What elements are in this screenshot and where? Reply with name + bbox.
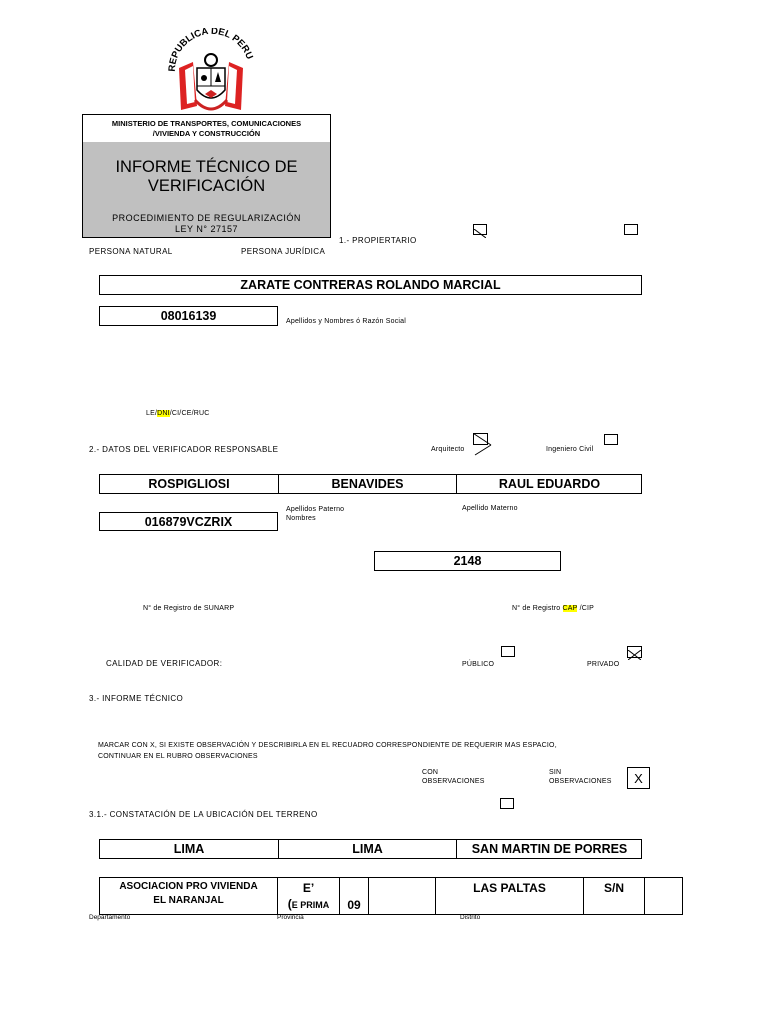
title-line-1: INFORME TÉCNICO DE	[115, 158, 298, 176]
owner-document-field[interactable]: 08016139	[99, 306, 278, 326]
paternal-names-caption	[286, 505, 344, 523]
persona-juridica-checkbox[interactable]	[624, 224, 638, 235]
check-mark-icon	[473, 433, 493, 457]
x-mark-icon	[628, 650, 641, 660]
street-field[interactable]: LAS PALTAS	[436, 878, 584, 915]
private-label: PRIVADO	[587, 661, 620, 668]
cap-caption-highlight: CAP	[562, 605, 578, 612]
header-box	[82, 114, 331, 238]
private-checkbox[interactable]	[627, 646, 642, 658]
urbanization-line-2: EL NARANJAL	[153, 895, 224, 906]
report-section-label: 3.- INFORME TÉCNICO	[89, 694, 184, 703]
maternal-caption: Apellido Materno	[462, 505, 518, 512]
number-field[interactable]: S/N	[584, 878, 645, 915]
public-label: PÚBLICO	[462, 661, 495, 668]
urbanization-line-1: ASOCIACION PRO VIVIENDA	[119, 881, 258, 892]
instruction-line-1: MARCAR CON X, SI EXISTE OBSERVACIÓN Y DESCRIBIRLA EN EL RECUADRO CORRESPONDIENTE DE REQUERIR MAS ESPACIO,	[98, 742, 557, 749]
urbanization-field[interactable]	[100, 878, 278, 915]
verifier-section-label: 2.- DATOS DEL VERIFICADOR RESPONSABLE	[89, 445, 279, 454]
maternal-surname-field[interactable]: BENAVIDES	[278, 475, 456, 493]
cap-caption-suffix: /CIP	[577, 605, 594, 612]
without-observations-label	[549, 768, 612, 786]
province-field[interactable]: LIMA	[278, 840, 456, 858]
doc-caption-prefix: LE/	[146, 410, 158, 417]
empty-cell-end[interactable]	[645, 878, 683, 915]
title-area	[83, 142, 330, 237]
title-line-2: VERIFICACIÓN	[147, 177, 266, 195]
doc-caption-suffix: /CI/CE/RUC	[169, 410, 210, 417]
page-title	[83, 158, 330, 196]
location-row	[99, 839, 642, 859]
address-table	[99, 877, 683, 915]
public-checkbox[interactable]	[501, 646, 515, 657]
block-value: E’	[302, 881, 315, 895]
architect-checkbox[interactable]	[473, 433, 493, 457]
without-obs-line-1: SIN	[549, 769, 562, 776]
given-names-field[interactable]: RAUL EDUARDO	[456, 475, 642, 493]
with-observations-label	[422, 768, 485, 786]
lot-field[interactable]: 09	[340, 878, 369, 915]
sunarp-number-field[interactable]: 016879VCZRIX	[99, 512, 278, 531]
law-line: LEY N° 27157	[175, 224, 238, 234]
engineer-label: Ingeniero Civil	[546, 446, 594, 453]
department-field[interactable]: LIMA	[173, 842, 205, 856]
sunarp-caption: N° de Registro de SUNARP	[143, 605, 235, 612]
owner-section-label: 1.- PROPIERTARIO	[339, 236, 417, 245]
ministry-line-2: /VIVIENDA Y CONSTRUCCIÓN	[152, 128, 261, 138]
procedure-subtitle	[83, 213, 330, 235]
department-caption: Departamento	[89, 914, 131, 921]
report-instructions	[98, 740, 557, 762]
svg-text:REPUBLICA DEL PERU: REPUBLICA DEL PERU	[166, 28, 255, 72]
verifier-names-row	[99, 474, 642, 494]
owner-name-caption: Apellidos y Nombres ó Razón Social	[286, 318, 407, 325]
without-obs-line-2: OBSERVACIONES	[549, 778, 612, 785]
block-field[interactable]	[278, 878, 340, 915]
procedure-line: PROCEDIMIENTO DE REGULARIZACIÓN	[112, 213, 301, 223]
without-observations-checkbox[interactable]: X	[627, 767, 650, 789]
district-field[interactable]: SAN MARTIN DE PORRES	[456, 840, 642, 858]
peru-coat-of-arms-seal	[165, 28, 257, 116]
empty-cell[interactable]	[369, 878, 436, 915]
location-section-label: 3.1.- CONSTATACIÓN DE LA UBICACIÓN DEL TERRENO	[89, 810, 318, 819]
paternal-caption: Apellidos Paterno	[286, 506, 345, 513]
persona-natural-checkbox[interactable]	[473, 224, 487, 235]
persona-juridica-label: PERSONA JURÍDICA	[241, 247, 326, 256]
with-obs-line-2: OBSERVACIONES	[422, 778, 485, 785]
persona-natural-label: PERSONA NATURAL	[89, 247, 173, 256]
architect-label: Arquitecto	[431, 446, 465, 453]
province-caption: Provincia	[277, 914, 304, 921]
cap-number-field[interactable]: 2148	[374, 551, 561, 571]
block-note-wrapper: (E PRIMA	[287, 897, 330, 911]
document-type-caption	[146, 410, 210, 417]
ministry-name	[83, 115, 330, 143]
with-obs-line-1: CON	[422, 769, 439, 776]
names-caption: Nombres	[286, 515, 316, 522]
location-observation-checkbox[interactable]	[500, 798, 514, 809]
doc-caption-highlight: DNI	[157, 410, 170, 417]
ministry-line-1: MINISTERIO DE TRANSPORTES, COMUNICACIONES	[111, 118, 302, 128]
block-note: E PRIMA	[291, 900, 330, 910]
owner-name-field[interactable]: ZARATE CONTRERAS ROLANDO MARCIAL	[99, 275, 642, 295]
check-mark-icon	[474, 229, 486, 238]
cap-caption-prefix: N° de Registro	[512, 605, 563, 612]
cap-caption	[512, 605, 594, 612]
paternal-surname-field[interactable]: ROSPIGLIOSI	[148, 477, 230, 491]
district-caption: Distrito	[460, 914, 481, 921]
instruction-line-2: CONTINUAR EN EL RUBRO OBSERVACIONES	[98, 753, 258, 760]
quality-label: CALIDAD DE VERIFICADOR:	[106, 659, 223, 668]
engineer-checkbox[interactable]	[604, 434, 618, 445]
